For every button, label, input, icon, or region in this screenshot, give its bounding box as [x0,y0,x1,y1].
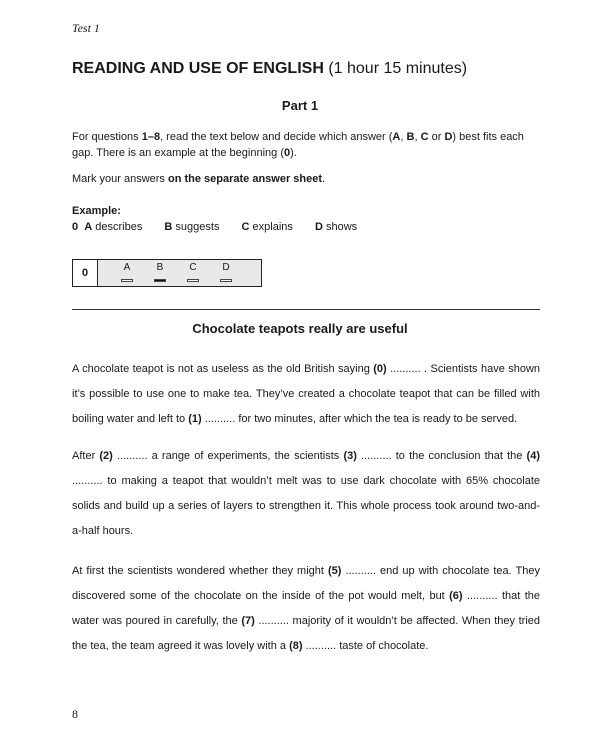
text-title: Chocolate teapots really are useful [192,321,408,336]
part-title: Part 1 [281,98,319,113]
gap-8: (8) [289,640,303,652]
text-paragraph-3: At first the scientists wondered whether they might (5) .......... end up with chocolate tea. They discovered some of the chocolate on the inside of the pot would melt, but (6) .......... that the water was poured in carefully, the (7) .......... majority of it wouldn’t be affected. When they tried the tea, the team agreed it was lovely with a (8) .......... taste of chocolate. [72,565,540,652]
gap-3: (3) [343,450,357,462]
example-number: 0 [72,221,79,233]
gap-7: (7) [241,615,255,627]
gap-6: (6) [449,590,463,602]
example-label: Example: [72,205,121,217]
example-answer-sheet [72,259,262,287]
answer-sheet-mark-c [187,279,199,282]
answer-sheet-instruction: Mark your answers on the separate answer sheet. [72,173,326,185]
example-option-a: A describes [84,221,143,233]
example-option-c: C explains [241,221,293,233]
page-title [72,60,467,78]
answer-sheet-letter-b: B [156,262,164,273]
divider [72,309,540,310]
section-title: READING AND USE OF ENGLISH [72,60,324,77]
answer-sheet-letter-d: D [222,262,230,273]
gap-4: (4) [526,450,540,462]
answer-sheet-mark-d [220,279,232,282]
example-option-b: B suggests [164,221,220,233]
answer-sheet-letter-a: A [123,262,131,273]
example-options [72,221,357,233]
instructions-text: For questions 1–8, read the text below and decide which answer (A, B, C or D) best fits each gap. There is an example at the beginning (0). [72,131,524,159]
gap-5: (5) [327,565,342,577]
page-number: 8 [72,707,78,721]
text-paragraph-2: After (2) .......... a range of experiments, the scientists (3) .......... to the conclusion that the (4) .......... to making a teapot that wouldn’t melt was to use dark chocolate with 65% chocolate solids and build up a series of layers to strengthen it. This whole process took around two-and-a-half hours. [72,450,540,537]
answer-sheet-mark-b [154,279,166,282]
text-paragraph-1: A chocolate teapot is not as useless as the old British saying (0) .......... . Scientists have shown it’s possible to use one to make tea. They’ve created a chocolate teapot that can be filled with boiling water and left to (1) .......... for two minutes, after which the tea is ready to be served. [72,363,540,425]
running-head: Test 1 [72,21,100,35]
answer-sheet-mark-a [121,279,133,282]
section-duration: (1 hour 15 minutes) [328,60,468,77]
answer-sheet-number: 0 [73,260,98,286]
gap-2: (2) [99,450,113,462]
answer-sheet-letter-c: C [189,262,197,273]
gap-1: (1) [188,413,202,425]
example-option-d: D shows [314,221,358,233]
gap-0: (0) [373,363,387,375]
